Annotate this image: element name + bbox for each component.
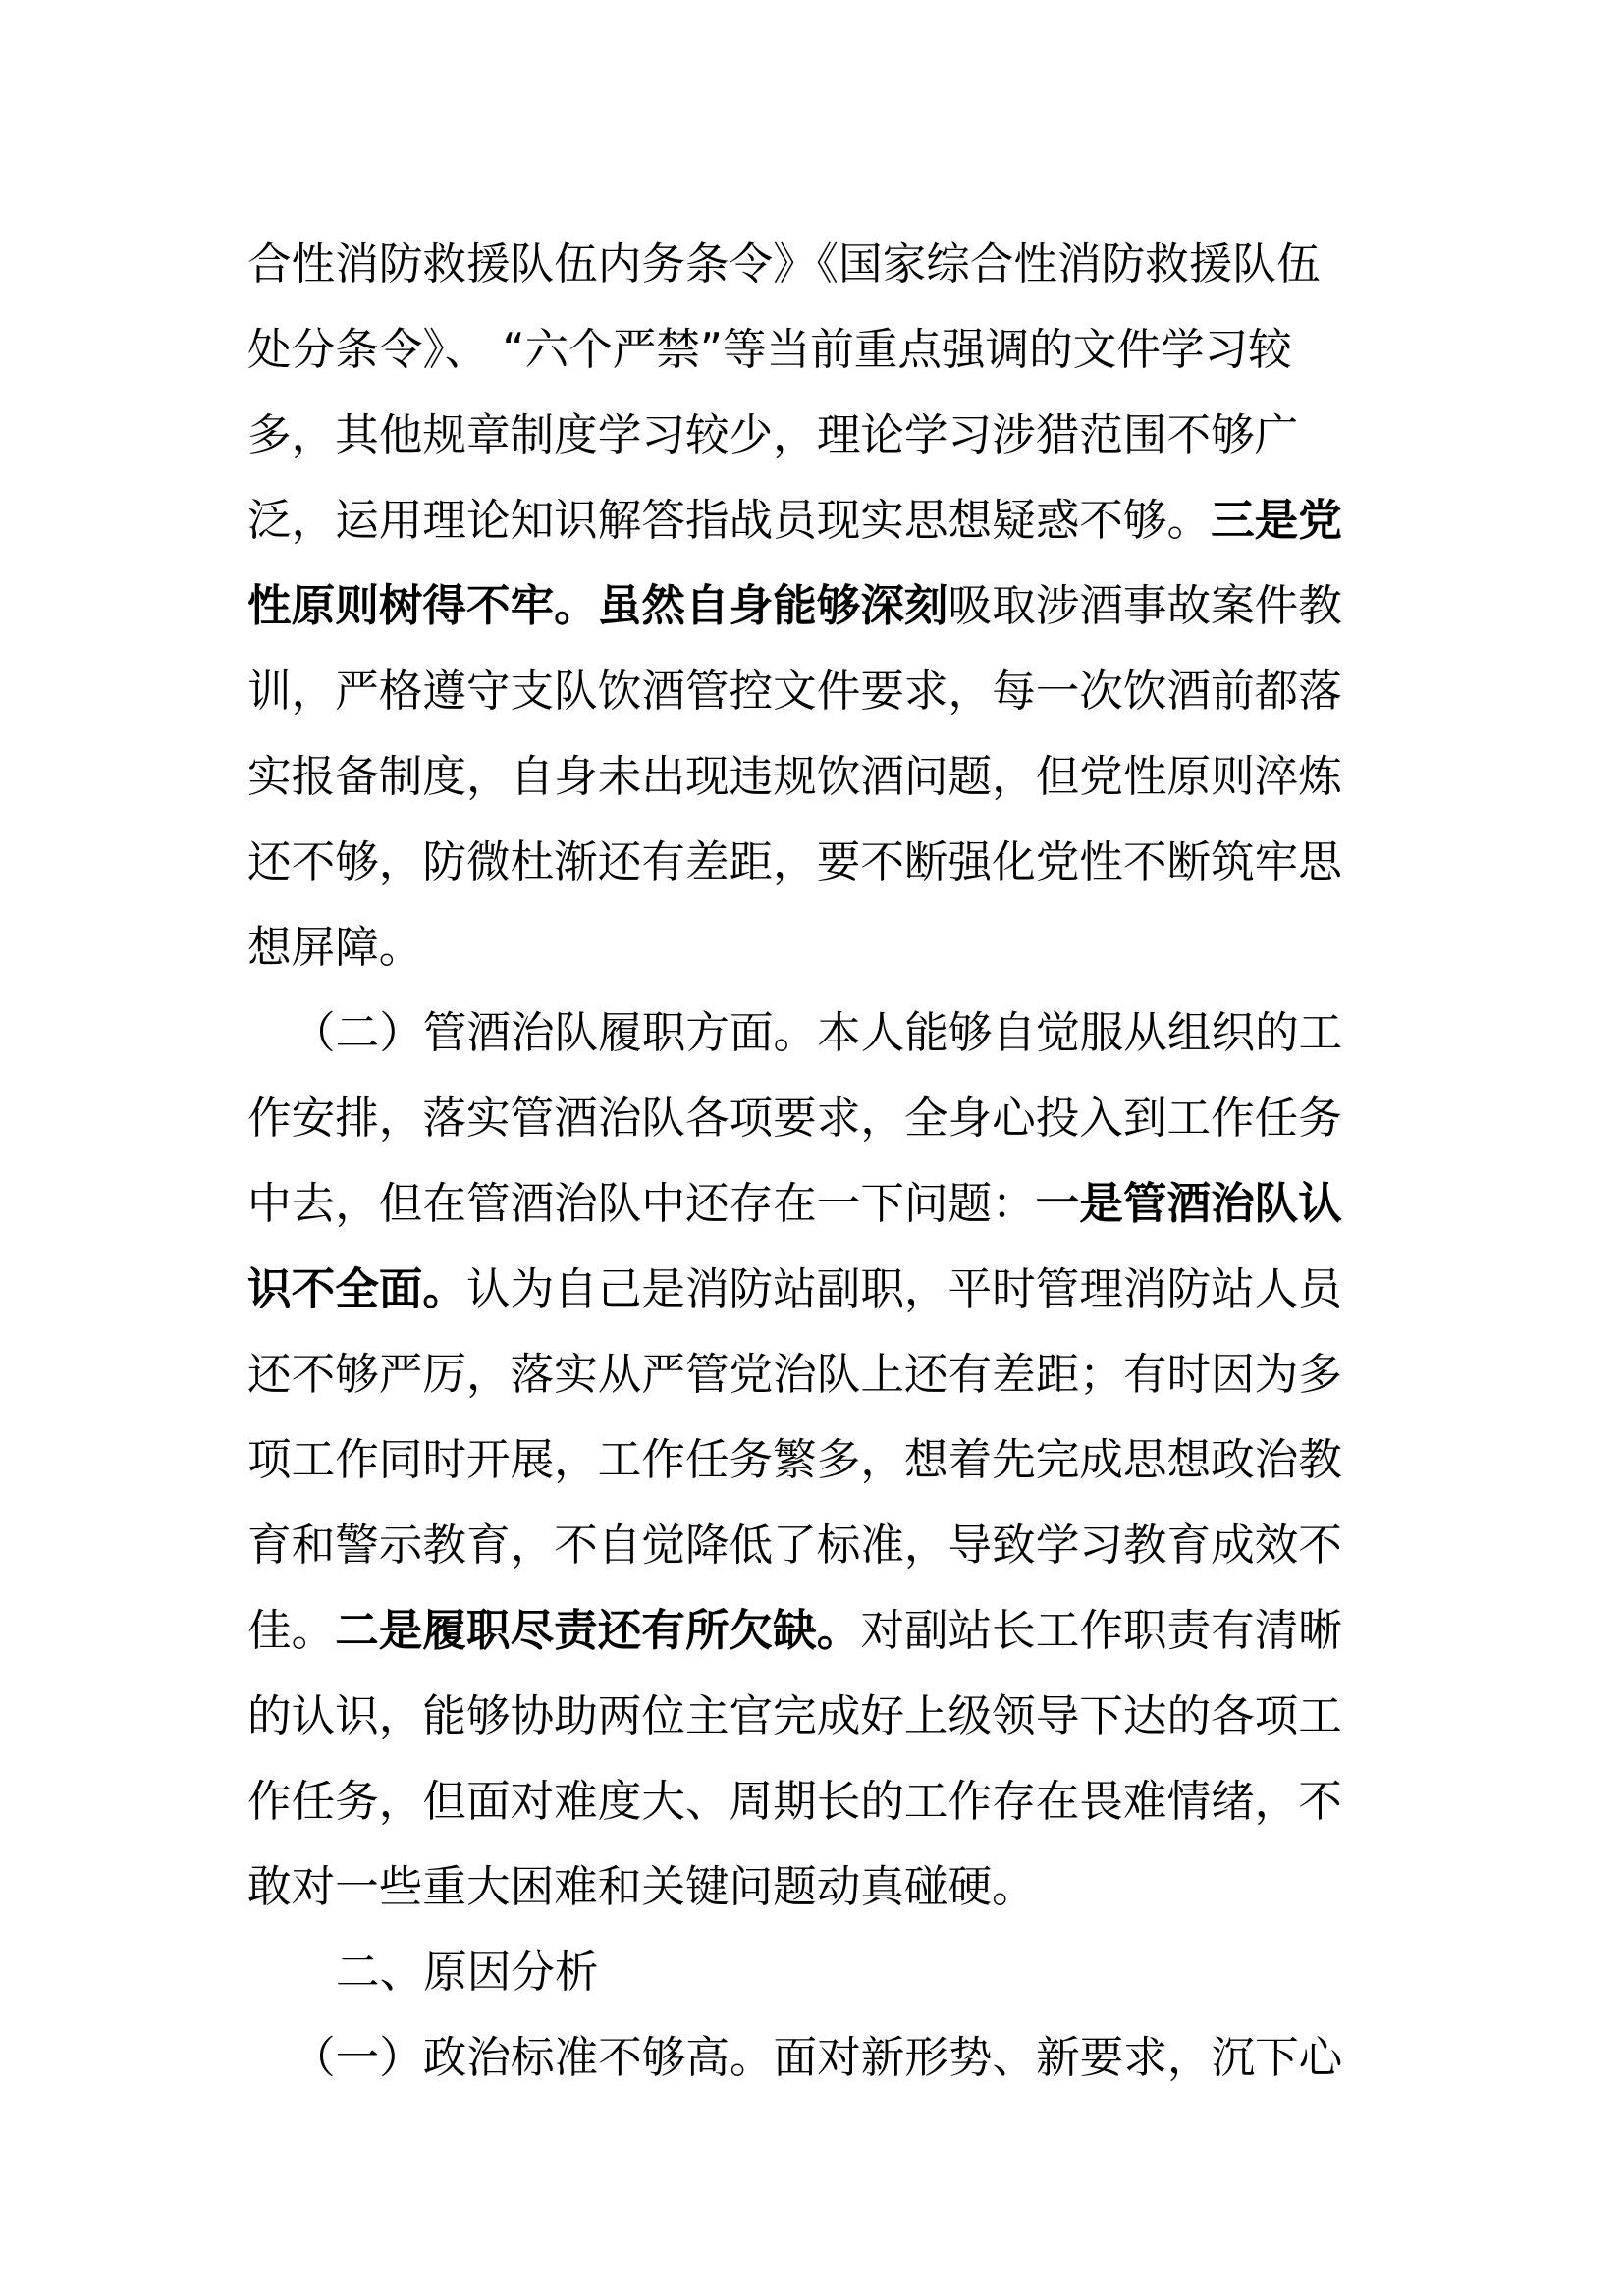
text-run: 作安排，落实管酒治队各项要求，全身心投入到工作任务 — [247, 1093, 1342, 1144]
text-run: 泛，运用理论知识解答指战员现实思想疑惑不够。 — [247, 495, 1212, 546]
section-heading-line — [247, 2015, 1367, 2101]
text-run: 认为自己是消防站副职，平时管理消防站人员 — [465, 1263, 1342, 1314]
text-line — [247, 1161, 1367, 1247]
text-run: 育和警示教育，不自觉降低了标准，导致学习教育成效不 — [247, 1520, 1342, 1571]
bold-text-run: 二是履职尽责还有所欠缺。 — [335, 1605, 861, 1656]
text-run: 中去，但在管酒治队中还存在一下问题： — [247, 1178, 1036, 1229]
text-run: （一）政治标准不够高。面对新形势、新要求，沉下心 — [292, 2032, 1343, 2083]
text-line — [247, 905, 1367, 990]
text-line — [247, 563, 1367, 649]
bold-text-run: 一是管酒治队认 — [1035, 1178, 1342, 1229]
text-line — [247, 1076, 1367, 1161]
text-run: 敢对一些重大困难和关键问题动真碰硬。 — [247, 1861, 1036, 1912]
text-run: 还不够，防微杜渐还有差距，要不断强化党性不断筑牢思 — [247, 836, 1342, 887]
text-line — [247, 393, 1367, 478]
text-run: 想屏障。 — [247, 922, 423, 973]
text-line — [247, 307, 1367, 393]
text-line — [247, 478, 1367, 563]
text-line — [247, 649, 1367, 734]
text-line — [247, 1759, 1367, 1844]
section-heading-line — [247, 990, 1367, 1076]
text-run: 项工作同时开展，工作任务繁多，想着先完成思想政治教 — [247, 1434, 1342, 1485]
text-run: 对副站长工作职责有清晰 — [860, 1605, 1342, 1656]
text-line — [247, 734, 1367, 820]
text-run: 还不够严厉，落实从严管党治队上还有差距；有时因为多 — [247, 1349, 1342, 1400]
text-run: 多，其他规章制度学习较少，理论学习涉猎范围不够广 — [247, 409, 1299, 460]
text-line — [247, 1588, 1367, 1674]
text-run: 的认识，能够协助两位主官完成好上级领导下达的各项工 — [247, 1690, 1342, 1741]
section-title-line — [247, 1930, 1367, 2015]
document-body — [247, 222, 1367, 2101]
bold-text-run: 三是党 — [1211, 495, 1342, 546]
text-line — [247, 1503, 1367, 1588]
text-run: 吸取涉酒事故案件教 — [947, 580, 1342, 631]
text-line — [247, 1674, 1367, 1759]
text-line — [247, 1332, 1367, 1417]
text-line — [247, 1844, 1367, 1930]
text-run: （二）管酒治队履职方面。本人能够自觉服从组织的工 — [292, 1007, 1343, 1058]
text-line — [247, 1417, 1367, 1503]
text-run: 处分条令》、 “六个严禁”等当前重点强调的文件学习较 — [247, 324, 1292, 375]
text-run: 二、原因分析 — [336, 1947, 599, 1998]
bold-text-run: 识不全面。 — [247, 1263, 466, 1314]
text-line — [247, 1247, 1367, 1332]
text-run: 作任务，但面对难度大、周期长的工作存在畏难情绪，不 — [247, 1776, 1342, 1827]
text-line — [247, 222, 1367, 307]
text-line — [247, 820, 1367, 905]
bold-text-run: 性原则树得不牢。虽然自身能够深刻 — [247, 580, 948, 631]
text-run: 训，严格遵守支队饮酒管控文件要求，每一次饮酒前都落 — [247, 666, 1342, 717]
text-run: 实报备制度，自身未出现违规饮酒问题，但党性原则淬炼 — [247, 751, 1342, 802]
text-run: 合性消防救援队伍内务条令》《国家综合性消防救援队伍 — [247, 239, 1321, 290]
text-run: 佳。 — [247, 1605, 336, 1656]
